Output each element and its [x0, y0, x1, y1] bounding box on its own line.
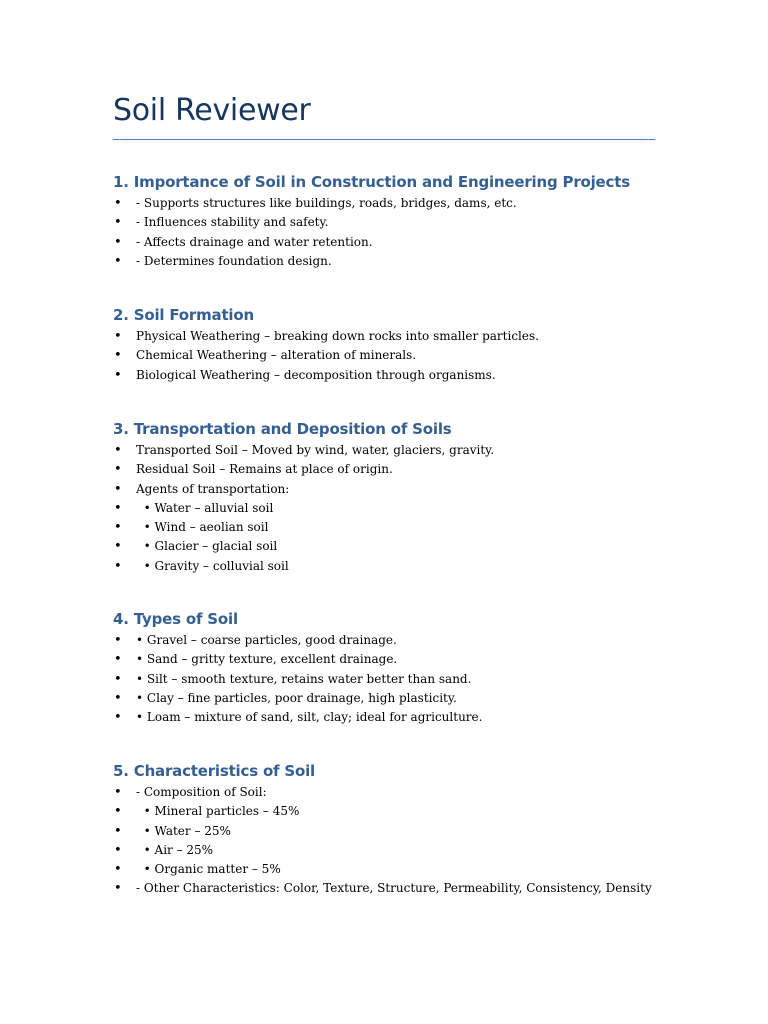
list-item-text: • Glacier – glacial soil [136, 539, 278, 554]
page-title: Soil Reviewer [113, 93, 311, 128]
bullet-icon: • [114, 862, 122, 878]
list-item [113, 213, 713, 232]
bullet-icon: • [114, 215, 122, 231]
list-item-text: • Gravity – colluvial soil [136, 558, 289, 573]
list-item [113, 822, 713, 841]
list-item [113, 194, 713, 213]
bullet-icon: • [114, 196, 122, 211]
list-item-text: • Water – alluvial soil [136, 500, 274, 515]
list-item [113, 366, 713, 385]
bullet-icon: • [114, 558, 122, 574]
bullet-icon: • [114, 367, 122, 383]
section-importance [113, 170, 713, 271]
list-item-text: Physical Weathering – breaking down rocks into smaller particles. [136, 329, 539, 343]
section-heading: 5. Characteristics of Soil [113, 762, 315, 780]
list-item-text: Residual Soil – Remains at place of origin. [136, 462, 393, 477]
list-item [113, 650, 713, 669]
list-item [113, 689, 713, 708]
list-item-text: • Water – 25% [136, 823, 231, 838]
bullet-icon: • [114, 329, 122, 344]
bullet-icon: • [114, 443, 122, 458]
list-item [113, 802, 713, 821]
list-item [113, 879, 713, 898]
list-item-text: - Composition of Soil: [136, 785, 267, 799]
section-transportation [113, 417, 713, 576]
bullet-icon: • [114, 539, 122, 555]
list-item [113, 708, 713, 727]
bullet-icon: • [114, 710, 122, 726]
list-item [113, 860, 713, 879]
bullet-list [113, 441, 713, 576]
list-item [113, 233, 713, 252]
list-item [113, 841, 713, 860]
bullet-icon: • [114, 500, 122, 516]
list-item [113, 499, 713, 518]
bullet-icon: • [114, 234, 122, 250]
list-item-text: • Clay – fine particles, poor drainage, high plasticity. [136, 690, 457, 705]
bullet-list [113, 631, 713, 727]
list-item-text: - Influences stability and safety. [136, 215, 329, 230]
bullet-list [113, 194, 713, 271]
bullet-icon: • [114, 520, 122, 536]
bullet-icon: • [114, 690, 122, 706]
list-item [113, 346, 713, 365]
list-item-text: • Mineral particles – 45% [136, 804, 300, 819]
bullet-icon: • [114, 348, 122, 364]
list-item-text: • Gravel – coarse particles, good drainage. [136, 633, 397, 647]
bullet-icon: • [114, 652, 122, 668]
bullet-icon: • [114, 462, 122, 478]
list-item [113, 252, 713, 271]
section-heading: 3. Transportation and Deposition of Soils [113, 420, 452, 438]
section-types-of-soil [113, 607, 713, 727]
section-characteristics [113, 759, 713, 899]
bullet-icon: • [114, 823, 122, 839]
list-item [113, 783, 713, 802]
list-item [113, 480, 713, 499]
list-item-text: - Affects drainage and water retention. [136, 234, 373, 249]
bullet-icon: • [114, 671, 122, 687]
bullet-icon: • [114, 842, 122, 858]
list-item [113, 518, 713, 537]
list-item-text: - Other Characteristics: Color, Texture, Structure, Permeability, Consistency, Density [136, 881, 652, 896]
section-heading: 1. Importance of Soil in Construction and Engineering Projects [113, 173, 630, 191]
bullet-icon: • [114, 804, 122, 820]
bullet-icon: • [114, 633, 122, 648]
list-item-text: Biological Weathering – decomposition through organisms. [136, 367, 496, 382]
title-underline [113, 139, 655, 140]
bullet-icon: • [114, 881, 122, 897]
list-item-text: • Organic matter – 5% [136, 862, 281, 877]
list-item [113, 441, 713, 460]
list-item-text: • Silt – smooth texture, retains water better than sand. [136, 671, 472, 686]
list-item [113, 557, 713, 576]
list-item-text: • Air – 25% [136, 842, 214, 857]
list-item [113, 537, 713, 556]
bullet-icon: • [114, 253, 122, 269]
list-item-text: • Sand – gritty texture, excellent drainage. [136, 652, 398, 667]
list-item-text: - Determines foundation design. [136, 253, 332, 268]
list-item-text: • Wind – aeolian soil [136, 520, 269, 535]
list-item-text: - Supports structures like buildings, roads, bridges, dams, etc. [136, 196, 517, 210]
bullet-icon: • [114, 785, 122, 800]
list-item [113, 460, 713, 479]
list-item-text: Chemical Weathering – alteration of minerals. [136, 348, 417, 363]
list-item-text: Transported Soil – Moved by wind, water, glaciers, gravity. [136, 443, 495, 457]
list-item [113, 327, 713, 346]
list-item [113, 631, 713, 650]
list-item-text: Agents of transportation: [136, 481, 290, 496]
list-item-text: • Loam – mixture of sand, silt, clay; ideal for agriculture. [136, 710, 483, 725]
bullet-list [113, 783, 713, 899]
list-item [113, 670, 713, 689]
bullet-icon: • [114, 481, 122, 497]
section-soil-formation [113, 303, 713, 385]
section-heading: 2. Soil Formation [113, 306, 254, 324]
bullet-list [113, 327, 713, 385]
section-heading: 4. Types of Soil [113, 610, 238, 628]
